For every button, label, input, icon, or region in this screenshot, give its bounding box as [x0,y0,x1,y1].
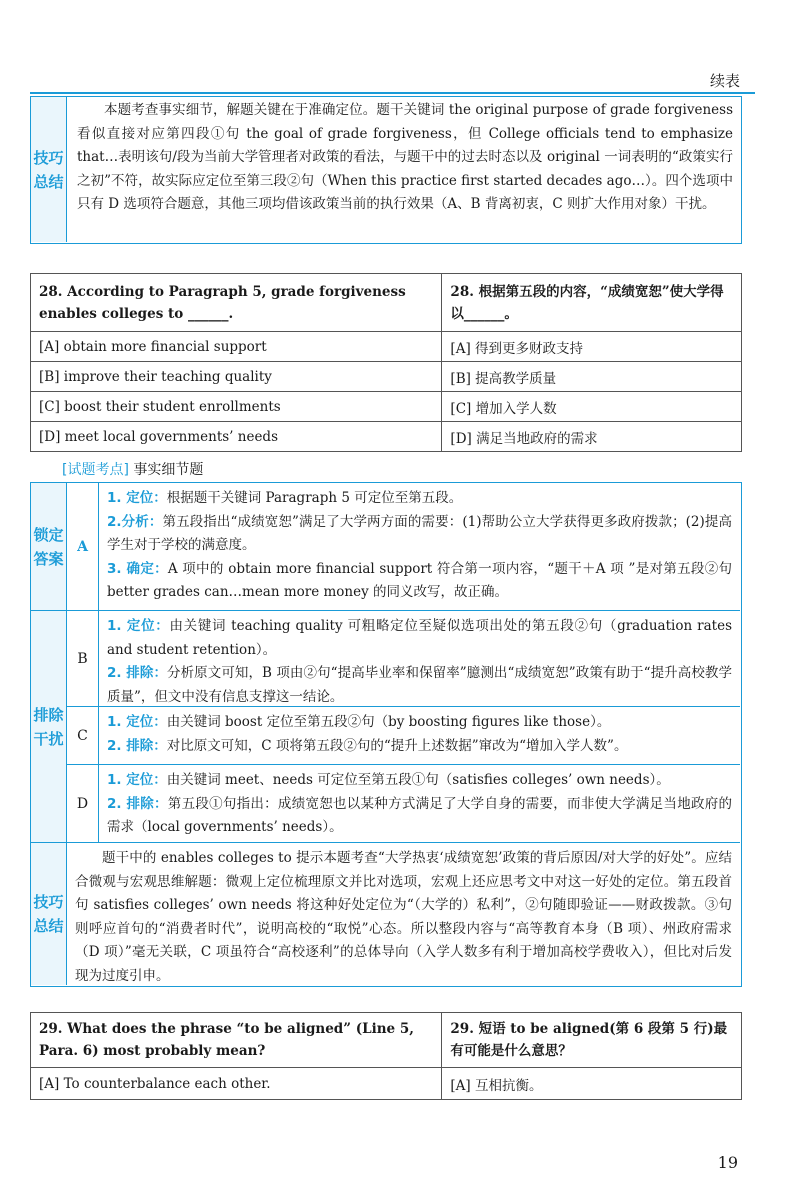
exclude-distractors-label: 排除 干扰 [31,611,67,843]
option-d-analysis: 1. 定位：由关键词 meet、needs 可定位至第五段①句（satisfies colleges’ own needs）。 2. 排除：第五段①句指出：成绩宽恕也以某种方式满足了大学自身的需要，而非使大学满足当地政府的需求（local governments’ needs）。 [99,765,740,843]
exam-point-text: 事实细节题 [133,462,204,478]
exam-point [62,459,203,479]
tip-summary-label-28: 技巧 总结 [31,843,67,985]
tip-summary-text-28: 题干中的 enables colleges to 提示本题考查“大学热衷‘成绩宽恕’政策的背后原因/对大学的好处”。应结合微观与宏观思维解题：微观上定位梳理原文并比对选项，宏观上还应思考文中对这一好处的定位。第五段首句 satisfies colleges’ own needs 将这种好处定位为“（大学的）私利”，②句随即验证——财政拨款。③句则呼应首句的“消费者时代”，说明高校的“取悦”心态。所以整段内容与“高等教育本身（B 项）、州政府需求（D 项）”毫无关联，C 项虽符合“高校逐利”的总体导向（入学人数多有利于增加高校学费收入），但比对后发现为过度引申。 [75,850,732,984]
option-c-analysis: 1. 定位：由关键词 boost 定位至第五段②句（by boosting figures like those）。 2. 排除：对比原文可知，C 项将第五段②句的“提升上述数据”窜改为“增加入学人数”。 [99,707,740,765]
lock-answer-letter: A [67,483,99,611]
q28-option-d-zh: [D] 满足当地政府的需求 [442,422,742,452]
q28-stem-zh: 28. 根据第五段的内容，“成绩宽恕”使大学得以______。 [442,274,742,332]
option-c-letter: C [67,707,99,765]
question-28-table [30,273,742,452]
exam-point-tag: [试题考点] [62,462,129,478]
q29-stem-zh: 29. 短语 to be aligned(第 6 段第 5 行)最有可能是什么意思？ [442,1013,742,1068]
option-b-analysis: 1. 定位：由关键词 teaching quality 可粗略定位至疑似选项出处的第五段②句（graduation rates and student retention）。 2. 排除：分析原文可知，B 项由②句“提高毕业率和保留率”臆测出“成绩宽恕”政策有助于“提升高校教学质量”，但文中没有信息支撑这一结论。 [99,611,740,707]
q28-option-b-en: [B] improve their teaching quality [31,362,442,392]
q28-option-b-zh: [B] 提高教学质量 [442,362,742,392]
option-d-letter: D [67,765,99,843]
q28-stem-en: 28. According to Paragraph 5, grade forgiveness enables colleges to ______. [31,274,442,332]
q28-option-a-zh: [A] 得到更多财政支持 [442,332,742,362]
q28-option-a-en: [A] obtain more financial support [31,332,442,362]
q28-option-c-en: [C] boost their student enrollments [31,392,442,422]
header-divider [30,92,755,94]
q28-option-d-en: [D] meet local governments’ needs [31,422,442,452]
tip-summary-text: 本题考查事实细节，解题关键在于准确定位。题干关键词 the original purpose of grade forgiveness 看似直接对应第四段①句 the goal of grade forgiveness，但 College officials tend to emphasize that…表明该句/段为当前大学管理者对政策的看法，与题干中的过去时态以及 original 一词表明的“政策实行之初”不符，故实际应定位至第三段②句（When this practice first started decades ago…）。四个选项中只有 D 选项符合题意，其他三项均借该政策当前的执行效果（A、B 背离初衷，C 则扩大作用对象）干扰。 [77,102,733,213]
q29-option-a-en: [A] To counterbalance each other. [31,1068,442,1100]
continued-label: 续表 [709,72,740,90]
q29-stem-en: 29. What does the phrase “to be aligned” (Line 5, Para. 6) most probably mean? [31,1013,442,1068]
page-number: 19 [717,1153,738,1172]
tip-summary-label: 技巧 总结 [31,97,67,242]
lock-answer-label: 锁定 答案 [31,483,67,611]
q28-option-c-zh: [C] 增加入学人数 [442,392,742,422]
option-b-letter: B [67,611,99,707]
analysis-grid [30,482,742,987]
lock-answer-text: 1. 定位：根据题干关键词 Paragraph 5 可定位至第五段。 2.分析：第五段指出“成绩宽恕”满足了大学两方面的需要：(1)帮助公立大学获得更多政府拨款；(2)提高学生对于学校的满意度。 3. 确定：A 项中的 obtain more financial support 符合第一项内容，“题干＋A 项 ”是对第五段②句 better grades can…mean more money 的同义改写，故正确。 [99,483,740,611]
q29-option-a-zh: [A] 互相抗衡。 [442,1068,742,1100]
question-29-table [30,1012,742,1100]
tip-summary-box-27 [30,96,742,244]
